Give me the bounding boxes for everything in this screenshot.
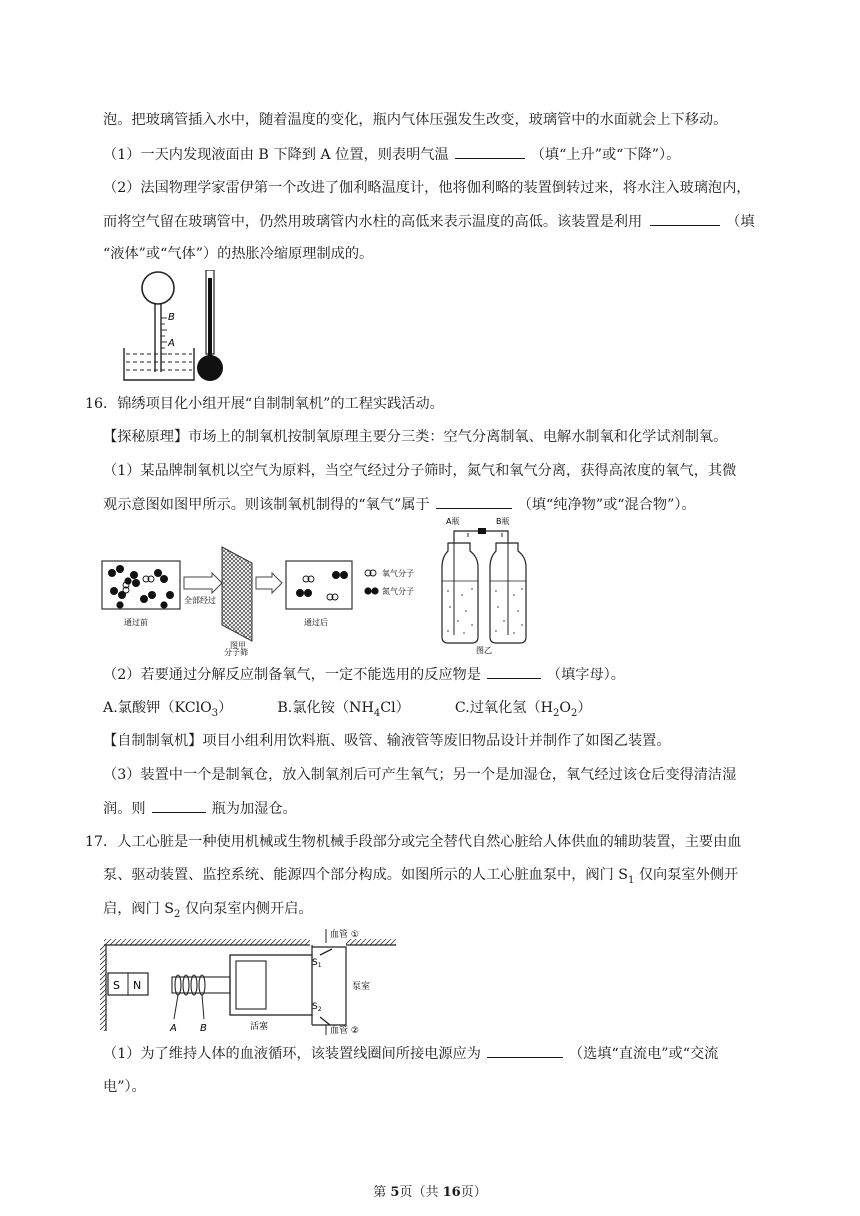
q16-part1-line2 [103, 494, 696, 515]
q16-blank2[interactable] [487, 664, 541, 679]
coil-a: A [170, 1023, 177, 1034]
q15-part2-line2 [103, 211, 755, 232]
label-a: A [168, 338, 175, 349]
q17-part1-line1 [103, 1043, 718, 1064]
label-bottle-a: A瓶 [446, 517, 460, 526]
magnet-n: N [133, 979, 142, 992]
q16-part2 [103, 664, 625, 685]
valve-s1: $S_1$ [312, 958, 322, 969]
q15-blank2[interactable] [650, 211, 720, 226]
q16-part1-text: 观示意图如图甲所示。则该制氧机制得的“氧气”属于 [103, 497, 430, 513]
q15-intro: 泡。把玻璃管插入水中，随着温度的变化，瓶内气体压强发生改变，玻璃管中的水面就会上下移动。 [103, 112, 728, 128]
q16-options [103, 698, 592, 724]
q16-part3-line2 [103, 798, 297, 819]
q15-part2-hint: （填 [726, 214, 755, 230]
page-footer: 第 5页（共 16页） [373, 1185, 487, 1200]
molecular-sieve-figure [100, 535, 440, 660]
option-a: A.氯酸钾（KClO$_3$） [103, 700, 233, 719]
q16-diy: 【自制制氧机】项目小组利用饮料瓶、吸管、输液管等废旧物品设计并制作了如图乙装置。 [103, 733, 671, 749]
q16-part1-hint: （填“纯净物”或“混合物”）。 [517, 497, 696, 513]
q16-blank1[interactable] [436, 494, 512, 509]
q15-part2-text: 而将空气留在玻璃管中，仍然用玻璃管内水柱的高低来表示温度的高低。该装置是利用 [103, 214, 643, 230]
q15-blank1[interactable] [455, 144, 525, 159]
q15-part1-hint: （填“上升”或“下降”）。 [530, 147, 681, 163]
label-vessel2: 血管 ② [330, 1026, 359, 1035]
q16-title: 16．锦绣项目化小组开展“自制制氧机”的工程实践活动。 [85, 396, 444, 412]
q17-line2: 泵、驱动装置、监控系统、能源四个部分构成。如图所示的人工心脏血泵中，阀门 $S_1$ 仅向泵室外侧开 [103, 867, 739, 886]
q17-line1: 17．人工心脏是一种使用机械或生物机械手段部分或完全替代自然心脏给人体供血的辅助装置，主要由血 [85, 834, 742, 850]
thermometer-figure [118, 270, 248, 385]
label-vessel1: 血管 ① [330, 930, 359, 940]
q17-part1-line2: 电”）。 [103, 1079, 146, 1095]
label-after: 通过后 [304, 618, 328, 627]
q17-line3: 启，阀门 $S_2$ 仅向泵室内侧开启。 [103, 901, 313, 920]
q16-blank3[interactable] [152, 798, 206, 813]
heart-pump-figure [100, 925, 400, 1035]
q16-part3-text: 润。则 [103, 801, 146, 817]
q17-blank1[interactable] [487, 1043, 563, 1058]
q17-part1-text: （1）为了维持人体的血液循环，该装置线圈间所接电源应为 [103, 1046, 481, 1062]
option-b: B.氯化铵$(NH_4Cl)$ [277, 700, 410, 719]
option-c: C.过氧化氢$(H_2O_2)$ [454, 700, 592, 719]
q16-part2-text: （2）若要通过分解反应制备氧气，一定不能选用的反应物是 [103, 667, 481, 683]
valve-s2: $S_2$ [312, 1002, 322, 1013]
q16-part2-hint: （填字母）。 [546, 667, 625, 683]
label-bottle-b: B瓶 [496, 517, 510, 526]
label-pump: 泵室 [352, 982, 371, 992]
coil-b: B [200, 1023, 207, 1034]
label-piston: 活塞 [250, 1022, 269, 1032]
label-b: B [168, 312, 175, 323]
q15-part2-line3: “液体”或“气体”）的热胀冷缩原理制成的。 [103, 246, 374, 262]
q15-part2-line1: （2）法国物理学家雷伊第一个改进了伽利略温度计，他将伽利略的装置倒转过来，将水注入玻璃泡内， [103, 180, 751, 196]
legend-oxygen: 氧气分子 [382, 569, 414, 578]
label-all-pass: 全部经过 [184, 596, 216, 605]
q15-part1 [103, 144, 680, 165]
label-sieve: 分子筛 [224, 648, 248, 657]
magnet-s: S [113, 979, 120, 992]
legend-nitrogen: 氮气分子 [382, 587, 414, 596]
q16-part3-hint: 瓶为加湿仓。 [211, 801, 297, 817]
caption-fig-jia-text: 图甲 [230, 641, 246, 650]
bottles-figure [438, 515, 538, 655]
q17-part1-hint: （选填“直流电”或“交流 [568, 1046, 719, 1062]
q15-part1-text: （1）一天内发现液面由 B 下降到 A 位置，则表明气温 [103, 147, 449, 163]
q16-principle: 【探秘原理】市场上的制氧机按制氧原理主要分三类：空气分离制氧、电解水制氧和化学试剂制氧。 [103, 429, 728, 445]
caption-fig-yi: 图乙 [476, 646, 492, 655]
q16-part3-line1: （3）装置中一个是制氧仓，放入制氧剂后可产生氧气；另一个是加湿仓，氧气经过该仓后变得清洁湿 [103, 767, 737, 783]
label-before: 通过前 [124, 618, 148, 627]
q16-part1-line1: （1）某品牌制氧机以空气为原料，当空气经过分子筛时，氮气和氧气分离，获得高浓度的氧气，其微 [103, 463, 737, 479]
